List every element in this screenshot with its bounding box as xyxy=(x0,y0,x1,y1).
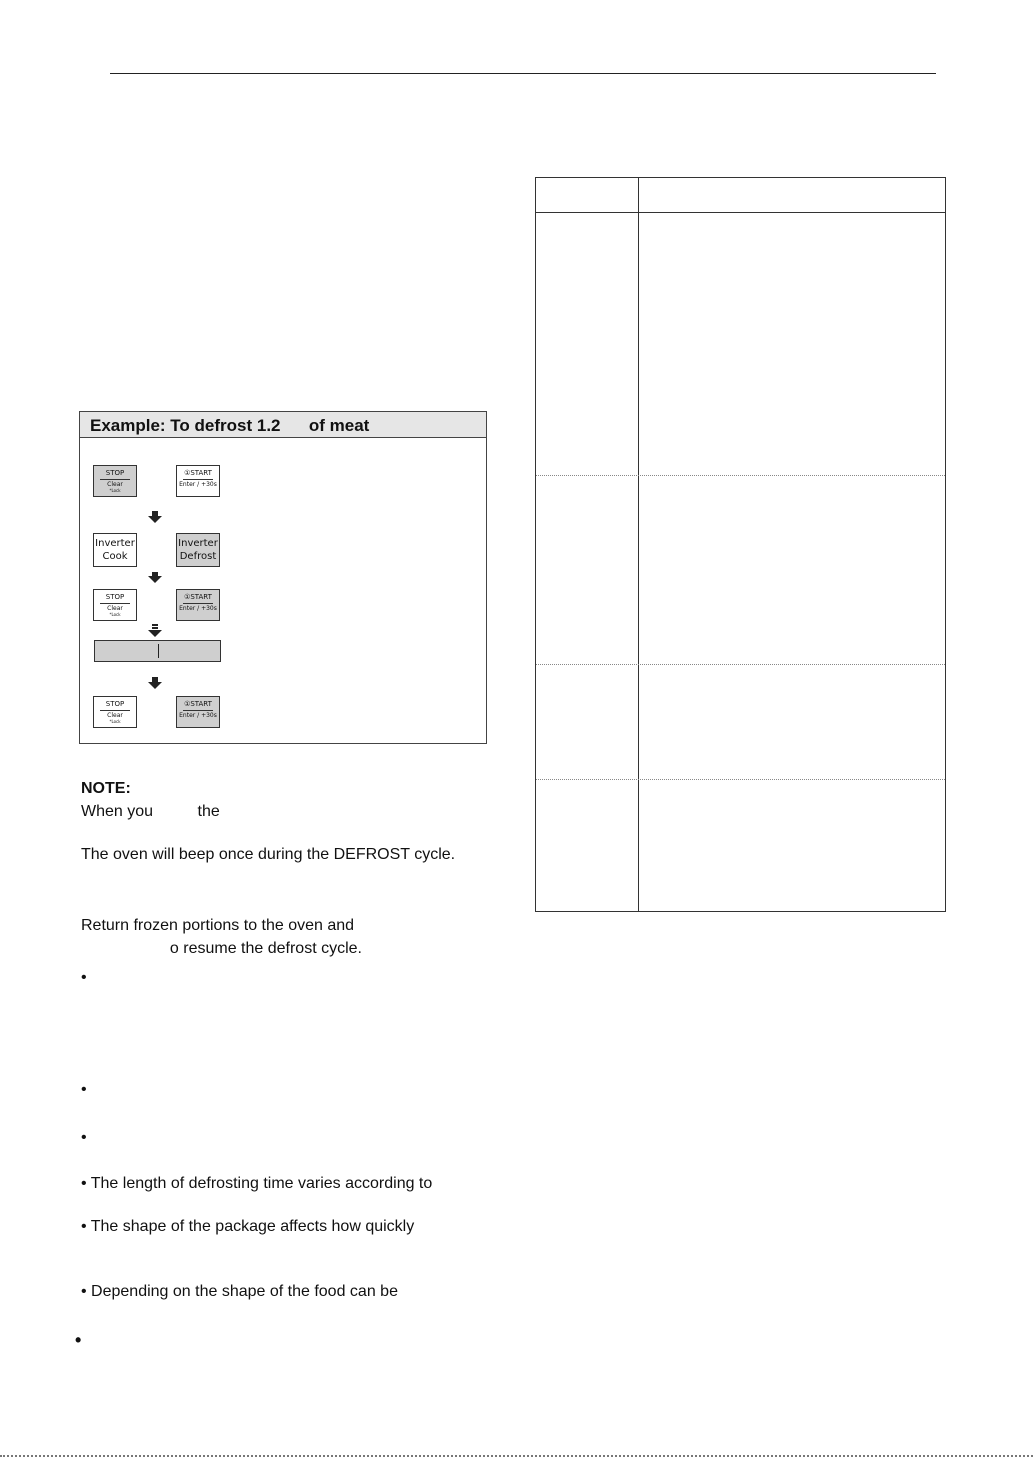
table-row-divider xyxy=(536,664,945,665)
stop-clear-button[interactable]: STOP Clear *Lock xyxy=(93,589,137,621)
inverter-defrost-button[interactable]: Inverter Defrost xyxy=(176,533,220,567)
defrost-table xyxy=(535,177,946,912)
start-button[interactable]: ①START Enter / +30s xyxy=(176,465,220,497)
bullet-item: • xyxy=(81,1081,87,1098)
inverter-cook-button[interactable]: Inverter Cook xyxy=(93,533,137,567)
note-line: o resume the defrost cycle. xyxy=(81,940,362,957)
bullet-item: • Depending on the shape of the food can be xyxy=(81,1283,398,1300)
note-line: The oven will beep once during the DEFROST cycle. xyxy=(81,846,456,863)
arrow-down-icon xyxy=(148,516,162,523)
top-rule xyxy=(110,73,936,74)
example-header xyxy=(80,412,486,438)
bullet-item: • The length of defrosting time varies according to xyxy=(81,1175,433,1192)
table-column-divider xyxy=(638,178,639,911)
bullet-item: • xyxy=(75,1330,82,1350)
bullet-item: • xyxy=(81,1129,87,1146)
arrow-down-icon xyxy=(148,576,162,583)
arrow-down-icon xyxy=(152,624,158,626)
weight-display xyxy=(94,640,221,662)
stop-clear-button[interactable]: STOP Clear *Lock xyxy=(93,465,137,497)
page-bottom-rule xyxy=(0,1455,1033,1457)
arrow-down-icon xyxy=(148,630,162,637)
bullet-item: • The shape of the package affects how quickly xyxy=(81,1218,415,1235)
example-title: Example: To defrost 1.2 of meat xyxy=(90,416,370,435)
table-header-divider xyxy=(536,212,945,213)
note-heading: NOTE: xyxy=(81,780,131,797)
start-button[interactable]: ①START Enter / +30s xyxy=(176,696,220,728)
bullet-item: • xyxy=(81,969,87,986)
note-line: When you the xyxy=(81,803,220,820)
cursor-mark xyxy=(158,644,159,658)
start-button[interactable]: ①START Enter / +30s xyxy=(176,589,220,621)
table-row-divider xyxy=(536,475,945,476)
defrost-example-panel xyxy=(79,411,487,744)
stop-clear-button[interactable]: STOP Clear *Lock xyxy=(93,696,137,728)
arrow-down-icon xyxy=(148,682,162,689)
note-line: Return frozen portions to the oven and xyxy=(81,917,355,934)
table-row-divider xyxy=(536,779,945,780)
